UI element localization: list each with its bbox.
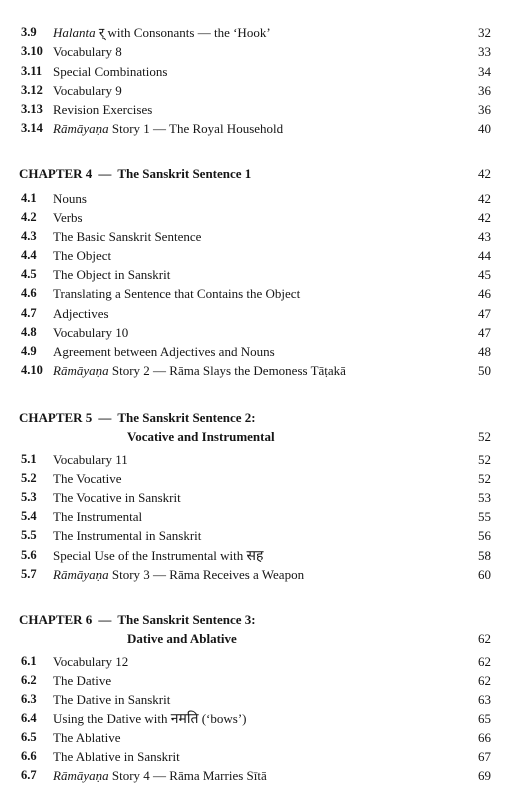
- toc-entry: [0, 766, 520, 785]
- section-number: 5.1: [21, 452, 37, 466]
- section-number: 4.10: [21, 363, 43, 377]
- chapter-heading: [19, 408, 256, 427]
- section-number: 5.3: [21, 490, 37, 504]
- section-title-text: The Dative in Sanskrit: [53, 692, 171, 707]
- page-number: 33: [478, 44, 491, 59]
- section-number: 6.2: [21, 673, 37, 687]
- section-title-italic: Rāmāyaṇa: [53, 121, 109, 136]
- section-title-text: Story 1 — The Royal Household: [108, 121, 284, 136]
- toc-entry: [0, 565, 520, 584]
- section-number: 5.6: [21, 548, 37, 562]
- section-number: 3.12: [21, 83, 43, 97]
- section-title: [53, 304, 109, 323]
- section-title: [53, 323, 128, 342]
- chapter-dash: —: [98, 166, 112, 181]
- section-title-italic: Halanta: [53, 25, 96, 40]
- section-number: 3.10: [21, 44, 43, 58]
- toc-entry: [0, 100, 520, 119]
- page-number: 47: [478, 306, 491, 321]
- section-number: 4.9: [21, 344, 37, 358]
- toc-entry: [0, 361, 520, 380]
- toc-entry: [0, 709, 520, 728]
- page-number: 69: [478, 768, 491, 783]
- page-number: 36: [478, 83, 491, 98]
- chapter-label: CHAPTER 4: [19, 166, 93, 181]
- page-number: 48: [478, 344, 491, 359]
- section-number: 5.4: [21, 509, 37, 523]
- page-number: 50: [478, 363, 491, 378]
- section-title: [53, 747, 180, 766]
- chapter-heading: [19, 610, 256, 629]
- section-number: 3.13: [21, 102, 43, 116]
- section-number: 6.5: [21, 730, 37, 744]
- section-title-tail: (‘bows’): [198, 711, 247, 726]
- page-number: 46: [478, 286, 491, 301]
- page-number: 52: [478, 452, 491, 467]
- page-number: 58: [478, 548, 491, 563]
- toc-entry: [0, 728, 520, 747]
- section-title: [53, 189, 87, 208]
- section-title: [53, 81, 122, 100]
- chapter-label: CHAPTER 6: [19, 612, 93, 627]
- section-title-text: The Basic Sanskrit Sentence: [53, 229, 202, 244]
- section-title-text: The Vocative in Sanskrit: [53, 490, 181, 505]
- section-title-text: Special Combinations: [53, 64, 168, 79]
- toc-entry: [0, 488, 520, 507]
- toc-entry: [0, 507, 520, 526]
- section-title: [53, 42, 122, 61]
- section-number: 4.5: [21, 267, 37, 281]
- section-title-text: The Ablative: [53, 730, 121, 745]
- section-title-text: The Instrumental: [53, 509, 143, 524]
- section-number: 4.2: [21, 210, 37, 224]
- toc-entry: [0, 546, 520, 565]
- section-title-text: The Object: [53, 248, 112, 263]
- section-number: 5.5: [21, 528, 37, 542]
- page-number: 44: [478, 248, 491, 263]
- toc-entry: [0, 304, 520, 323]
- chapter-label: CHAPTER 5: [19, 410, 93, 425]
- section-number: 4.1: [21, 191, 37, 205]
- section-title: [53, 450, 128, 469]
- devanagari-word: नमति: [170, 711, 199, 727]
- chapter-page-number: 62: [478, 631, 491, 646]
- section-title-text: The Ablative in Sanskrit: [53, 749, 180, 764]
- section-title-text: Vocabulary 10: [53, 325, 129, 340]
- toc-entry: [0, 652, 520, 671]
- section-title: [53, 671, 111, 690]
- section-title: [53, 208, 83, 227]
- chapter-subtitle: Vocative and Instrumental: [127, 429, 275, 444]
- section-number: 4.3: [21, 229, 37, 243]
- section-number: 6.7: [21, 768, 37, 782]
- toc-entry: [0, 119, 520, 138]
- section-number: 3.11: [21, 64, 43, 78]
- section-title-text: र् with Consonants — the ‘Hook’: [95, 25, 271, 40]
- section-number: 6.4: [21, 711, 37, 725]
- page-number: 65: [478, 711, 491, 726]
- page-number: 47: [478, 325, 491, 340]
- section-number: 6.1: [21, 654, 37, 668]
- toc-entry: [0, 265, 520, 284]
- page-number: 32: [478, 25, 491, 40]
- chapter-title: The Sanskrit Sentence 3:: [117, 612, 256, 627]
- toc-entry: [0, 469, 520, 488]
- toc-entry: [0, 62, 520, 81]
- section-title: [53, 488, 181, 507]
- section-title-text: Special Use of the Instrumental with: [53, 548, 247, 563]
- chapter-title: The Sanskrit Sentence 1: [117, 166, 252, 181]
- page-number: 42: [478, 191, 491, 206]
- section-title-text: Translating a Sentence that Contains the Object: [53, 286, 301, 301]
- section-title: [53, 100, 152, 119]
- devanagari-word: सह: [246, 548, 264, 564]
- section-title-text: Revision Exercises: [53, 102, 153, 117]
- chapter-title: The Sanskrit Sentence 2:: [117, 410, 256, 425]
- section-title: [53, 342, 275, 361]
- toc-entry: [0, 690, 520, 709]
- chapter-page-number: 52: [478, 429, 491, 444]
- toc-entry: [0, 23, 520, 42]
- page-number: 63: [478, 692, 491, 707]
- section-number: 3.14: [21, 121, 43, 135]
- toc-entry: [0, 671, 520, 690]
- page-number: 34: [478, 64, 491, 79]
- section-number: 3.9: [21, 25, 37, 39]
- section-title-italic: Rāmāyaṇa: [53, 768, 109, 783]
- page-number: 40: [478, 121, 491, 136]
- section-title-text: Adjectives: [53, 306, 109, 321]
- section-title: [53, 62, 167, 81]
- section-number: 6.3: [21, 692, 37, 706]
- chapter-dash: —: [98, 410, 112, 425]
- section-title-text: Vocabulary 11: [53, 452, 128, 467]
- chapter-dash: —: [98, 612, 112, 627]
- page-number: 43: [478, 229, 491, 244]
- section-title: [53, 227, 201, 246]
- section-title-text: Using the Dative with: [53, 711, 171, 726]
- section-title-text: Agreement between Adjectives and Nouns: [53, 344, 275, 359]
- toc-entry: [0, 526, 520, 545]
- section-title: [53, 709, 246, 729]
- page-number: 62: [478, 654, 491, 669]
- page-number: 42: [478, 210, 491, 225]
- toc-entry: [0, 323, 520, 342]
- section-title: [53, 507, 142, 526]
- section-title-text: The Instrumental in Sanskrit: [53, 528, 202, 543]
- toc-entry: [0, 450, 520, 469]
- section-title-text: The Vocative: [53, 471, 122, 486]
- toc-entry: [0, 42, 520, 61]
- section-title: [53, 766, 267, 785]
- section-title: [53, 565, 304, 584]
- chapter-subtitle: Dative and Ablative: [127, 631, 237, 646]
- toc-entry: [0, 342, 520, 361]
- section-number: 4.6: [21, 286, 37, 300]
- section-number: 5.7: [21, 567, 37, 581]
- section-title: [53, 546, 263, 566]
- section-title: [53, 23, 271, 42]
- page-number: 66: [478, 730, 491, 745]
- toc-entry: [0, 81, 520, 100]
- section-title-italic: Rāmāyaṇa: [53, 567, 109, 582]
- toc-entry: [0, 189, 520, 208]
- section-title-text: The Dative: [53, 673, 112, 688]
- section-title: [53, 469, 121, 488]
- page-number: 55: [478, 509, 491, 524]
- toc-entry: [0, 246, 520, 265]
- section-title: [53, 284, 300, 303]
- section-number: 5.2: [21, 471, 37, 485]
- page-number: 67: [478, 749, 491, 764]
- chapter-page-number: 42: [478, 166, 491, 181]
- chapter-heading: [19, 164, 251, 183]
- page-number: 62: [478, 673, 491, 688]
- section-number: 4.8: [21, 325, 37, 339]
- section-title: [53, 690, 170, 709]
- page-number: 36: [478, 102, 491, 117]
- toc-entry: [0, 208, 520, 227]
- section-title-text: Vocabulary 9: [53, 83, 122, 98]
- page-number: 53: [478, 490, 491, 505]
- section-title-text: Story 2 — Rāma Slays the Demoness Tāṭakā: [108, 363, 346, 378]
- page-number: 60: [478, 567, 491, 582]
- toc-entry: [0, 747, 520, 766]
- section-title: [53, 361, 346, 380]
- page-number: 52: [478, 471, 491, 486]
- section-title-text: The Object in Sanskrit: [53, 267, 171, 282]
- section-title-text: Verbs: [53, 210, 83, 225]
- section-number: 4.7: [21, 306, 37, 320]
- section-title-text: Nouns: [53, 191, 87, 206]
- page-number: 45: [478, 267, 491, 282]
- section-title: [53, 246, 111, 265]
- section-title: [53, 265, 170, 284]
- section-title-text: Vocabulary 12: [53, 654, 129, 669]
- section-title-text: Story 3 — Rāma Receives a Weapon: [108, 567, 305, 582]
- section-title-text: Story 4 — Rāma Marries Sītā: [108, 768, 267, 783]
- section-title: [53, 526, 201, 545]
- section-title: [53, 728, 121, 747]
- section-title-italic: Rāmāyaṇa: [53, 363, 109, 378]
- section-title-text: Vocabulary 8: [53, 44, 122, 59]
- section-number: 4.4: [21, 248, 37, 262]
- toc-entry: [0, 284, 520, 303]
- section-number: 6.6: [21, 749, 37, 763]
- section-title: [53, 119, 283, 138]
- page-number: 56: [478, 528, 491, 543]
- section-title: [53, 652, 128, 671]
- toc-entry: [0, 227, 520, 246]
